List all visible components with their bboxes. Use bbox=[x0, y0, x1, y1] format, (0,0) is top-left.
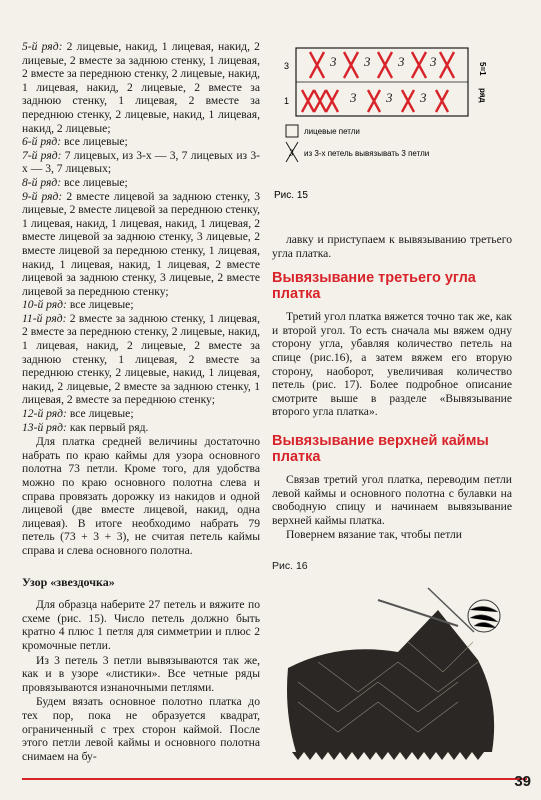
row-text: все лицевые; bbox=[64, 175, 128, 189]
row-text: 7 лицевых, из 3-х — 3, 7 лицевых из 3-х — 3, 7 лицевых; bbox=[22, 148, 260, 176]
row-number: 11-й ряд: bbox=[22, 311, 67, 325]
star-paragraph-1: Для образца наберите 27 петель и вяжите по схеме (рис. 15). Число петель должно быть кратно 4 плюс 1 петля для симметрии и плюс 2 кромочные петли. bbox=[22, 598, 260, 652]
row-number: 9-й ряд: bbox=[22, 189, 63, 203]
chart-diagram bbox=[274, 40, 510, 202]
shawl-size-paragraph: Для платка средней величины достаточно набрать по краю каймы для узора основного полотна 73 петли. Кроме того, для удобства можно по краю основного полотна слева и справа провязать дорожку из накидов и одной лицевой (две вместе лицевой, накид, одна лицевая). В итоге необходимо набрать 79 петель (73 + 3 + 3), не считая петель каймы справа и слева основного полотна. bbox=[22, 435, 260, 557]
third-corner-title: Вывязывание третьего угла платка bbox=[272, 270, 476, 303]
row-number: 6-й ряд: bbox=[22, 135, 62, 149]
row-5 bbox=[22, 40, 260, 135]
row-11 bbox=[22, 312, 260, 407]
chart-caption: Рис. 15 bbox=[274, 190, 308, 201]
row-9 bbox=[22, 190, 260, 299]
row-6 bbox=[22, 135, 260, 149]
legend-knit-swatch bbox=[286, 125, 298, 137]
third-corner-paragraph: Третий угол платка вяжется точно так же, как и второй угол. То есть сначала мы вяжем одну сторону угла, убавляя количество петель на спице (рис.16), а затем вяжем его вторую сторону, наоборот, увеличивая количество петель (рис. 17). Более подробное описание смотрите выше в разделе «Вывязывание второго угла платка». bbox=[272, 310, 512, 419]
row-13 bbox=[22, 421, 260, 435]
continuation-paragraph: лавку и приступаем к вывязыванию третьего угла платка. bbox=[272, 233, 512, 260]
star-paragraph-2: Из 3 петель 3 петли вывязываются так же, как и в узоре «листики». Все четные ряды провязываются изнаночными петлями. bbox=[22, 653, 260, 694]
svg-text:3: 3 bbox=[364, 54, 371, 69]
row-text: 2 вместе за заднюю стенку, 1 лицевая, 2 вместе за переднюю стенку, 2 лицевые, накид, 1 лицевая, накид, 2 лицевые, 2 вместе за заднюю стенку, 1 лицевая, 2 вместе за переднюю стенку, 2 лицевые, накид, 1 лицевая, накид, 2 лицевые, 2 вместе за заднюю стенку, 1 лицевая, 2 вместе за переднюю стенку; bbox=[22, 311, 260, 407]
upper-border-paragraph-2: Повернем вязание так, чтобы петли bbox=[286, 528, 462, 542]
row-text: 2 лицевые, накид, 1 лицевая, накид, 2 лицевые, 2 вместе за заднюю стенку, 1 лицевая, 2 вместе за переднюю стенку, 2 лицевые, накид, 1 лицевая, накид, 2 лицевые, 2 вместе за заднюю стенку, 1 лицевая, 2 вместе за переднюю стенку, 2 лицевые, накид, 1 лицевая, накид, 2 лицевые; bbox=[22, 40, 260, 135]
legend-three-text: из 3-х петель вывязывать 3 петли bbox=[304, 149, 430, 158]
knitting-chart-fig15 bbox=[274, 40, 510, 202]
chart-left-label-3: 3 bbox=[284, 61, 290, 71]
fig16-caption: Рис. 16 bbox=[272, 559, 308, 572]
chart-row-number: 5=1 bbox=[478, 62, 487, 76]
shawl-photo-illustration bbox=[278, 582, 512, 760]
row-10 bbox=[22, 298, 260, 312]
upper-border-title: Вывязывание верхней каймы платка bbox=[272, 432, 489, 465]
chart-left-label-1: 1 bbox=[284, 96, 290, 106]
row-number: 13-й ряд: bbox=[22, 420, 67, 434]
row-number: 8-й ряд: bbox=[22, 175, 62, 189]
star-paragraph-3: Будем вязать основное полотно платка до тех пор, пока не образуется квадрат, ограниченный с трех сторон каймой. После этого петли левой каймы и основного полотна снимаем на бу- bbox=[22, 695, 260, 763]
row-number: 7-й ряд: bbox=[22, 148, 62, 162]
row-text: как первый ряд. bbox=[69, 420, 149, 434]
row-text: все лицевые; bbox=[64, 135, 128, 149]
row-number: 5-й ряд: bbox=[22, 40, 63, 53]
upper-border-paragraph-1: Связав третий угол платка, переводим петли левой каймы и основного полотна с булавки на свободную спицу и начинаем вывязывание верхней каймы платка. bbox=[272, 472, 512, 527]
row-12 bbox=[22, 407, 260, 421]
knitting-rows bbox=[22, 40, 260, 434]
right-column bbox=[272, 232, 512, 580]
section-title-star: Узор «звездочка» bbox=[22, 574, 115, 589]
row-7 bbox=[22, 149, 260, 176]
row-8 bbox=[22, 176, 260, 190]
left-column bbox=[22, 40, 260, 763]
row-text: все лицевые; bbox=[69, 407, 134, 421]
legend-three-digit: 3 bbox=[289, 148, 294, 158]
row-text: 2 вместе лицевой за заднюю стенку, 3 лицевые, 2 вместе лицевой за переднюю стенку, 1 лицевая, накид, 1 лицевая, накид, 1 лицевая, 2 вместе лицевой за заднюю стенку, 3 лицевые, 2 вместе лицевой за переднюю стенку, 1 лицевая, накид, 1 лицевая, накид, 1 лицевая, 2 вместе лицевой за заднюю стенку, 3 лицевые, 2 вместе лицевой за переднюю стенку; bbox=[22, 189, 260, 298]
svg-text:3: 3 bbox=[350, 90, 357, 105]
svg-text:3: 3 bbox=[386, 90, 393, 105]
legend-knit-text: лицевые петли bbox=[304, 127, 360, 136]
bottom-rule bbox=[22, 778, 527, 780]
fig16-photo bbox=[278, 582, 512, 760]
page-number: 39 bbox=[514, 773, 531, 790]
chart-row-label: ряд bbox=[478, 88, 487, 103]
row-text: все лицевые; bbox=[69, 298, 134, 312]
row-number: 12-й ряд: bbox=[22, 407, 67, 421]
svg-text:3: 3 bbox=[420, 90, 427, 105]
svg-text:3: 3 bbox=[430, 54, 437, 69]
row-number: 10-й ряд: bbox=[22, 298, 67, 312]
svg-text:3: 3 bbox=[330, 54, 337, 69]
svg-text:3: 3 bbox=[398, 54, 405, 69]
